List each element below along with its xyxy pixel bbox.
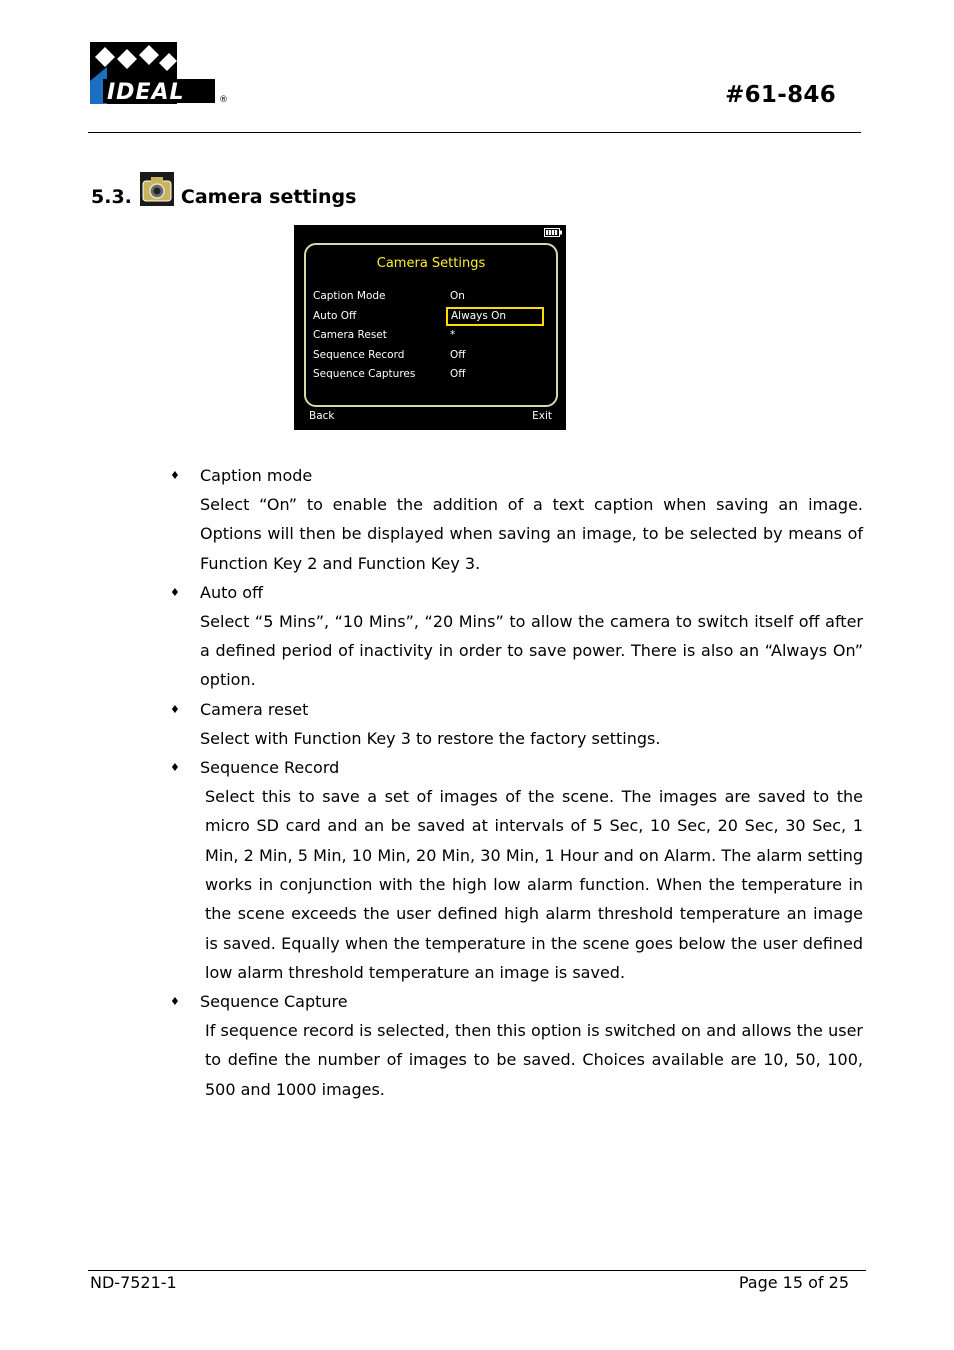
- item-title: Sequence Capture: [200, 992, 348, 1012]
- settings-panel: [304, 243, 558, 407]
- list-item-auto-off: [170, 578, 863, 695]
- item-title: Caption mode: [200, 466, 313, 485]
- camera-settings-icon: [140, 172, 174, 206]
- menu-row-sequence-captures[interactable]: [306, 366, 556, 384]
- settings-description-list: [170, 461, 863, 1104]
- diamond-bullet-icon: ♦: [170, 995, 180, 1009]
- diamond-bullet-icon: ♦: [170, 761, 180, 775]
- section-title: Camera settings: [180, 186, 357, 208]
- menu-row-caption-mode[interactable]: [306, 288, 556, 306]
- back-softkey[interactable]: Back: [309, 410, 335, 422]
- menu-label: Sequence Captures: [313, 368, 416, 380]
- list-item-sequence-record: [170, 753, 863, 987]
- exit-softkey[interactable]: Exit: [532, 410, 552, 422]
- menu-row-sequence-record[interactable]: [306, 347, 556, 365]
- diamond-bullet-icon: ♦: [170, 702, 180, 716]
- svg-text:IDEAL: IDEAL: [107, 80, 185, 105]
- header-divider: [88, 132, 861, 133]
- menu-row-auto-off[interactable]: [306, 308, 556, 326]
- footer-divider: [88, 1270, 866, 1271]
- screen-title: Camera Settings: [376, 256, 486, 271]
- menu-row-camera-reset[interactable]: [306, 327, 556, 345]
- menu-value: On: [450, 290, 465, 302]
- menu-label: Auto Off: [313, 310, 357, 322]
- doc-number: #61-846: [725, 82, 836, 108]
- list-item-caption-mode: [170, 461, 863, 578]
- svg-text:®: ®: [219, 95, 228, 105]
- list-item-camera-reset: [170, 695, 863, 753]
- menu-value: *: [450, 329, 456, 341]
- item-body: Select this to save a set of images of the scene. The images are saved to the micro SD card and an be saved at intervals of 5 Sec, 10 Sec, 20 Sec, 30 Sec, 1 Min, 2 Min, 5 Min, 10 Min, 20 Min, 30 Min, 1 Hour and on Alarm. The alarm setting works in conjunction with the high low alarm function. When the temperature in the scene exceeds the user defined high alarm threshold temperature an image is saved. Equally when the temperature in the scene goes below the user defined low alarm threshold temperature an image is saved.: [205, 787, 863, 982]
- menu-value-selected: Always On: [446, 307, 544, 326]
- ideal-logo: [89, 41, 234, 107]
- item-body: Select with Function Key 3 to restore the factory settings.: [200, 728, 661, 748]
- item-body: Select “5 Mins”, “10 Mins”, “20 Mins” to allow the camera to switch itself off after a defined period of inactivity in order to save power. There is also an “Always On” option.: [200, 611, 863, 690]
- footer-doc-id: ND-7521-1: [90, 1273, 177, 1292]
- battery-icon: [544, 228, 562, 237]
- menu-label: Sequence Record: [313, 349, 405, 361]
- item-body: If sequence record is selected, then this option is switched on and allows the user to define the number of images to be saved. Choices available are 10, 50, 100, 500 and 1000 images.: [205, 1021, 863, 1099]
- item-title: Sequence Record: [200, 758, 340, 778]
- list-item-sequence-capture: [170, 987, 863, 1104]
- menu-value: Off: [450, 368, 466, 380]
- section-heading: [91, 170, 356, 210]
- menu-label: Camera Reset: [313, 329, 387, 341]
- section-number: 5.3.: [91, 186, 132, 208]
- item-body: Select “On” to enable the addition of a text caption when saving an image. Options will then be displayed when saving an image, to be selected by means of Function Key 2 and Function Key 3.: [200, 495, 863, 573]
- footer-page-number: Page 15 of 25: [738, 1273, 849, 1292]
- menu-value: Off: [450, 349, 466, 361]
- camera-settings-screen: [294, 225, 566, 430]
- diamond-bullet-icon: ♦: [170, 585, 180, 599]
- diamond-bullet-icon: ♦: [170, 469, 180, 482]
- item-title: Auto off: [200, 582, 264, 602]
- menu-label: Caption Mode: [313, 290, 386, 302]
- item-title: Camera reset: [200, 699, 309, 719]
